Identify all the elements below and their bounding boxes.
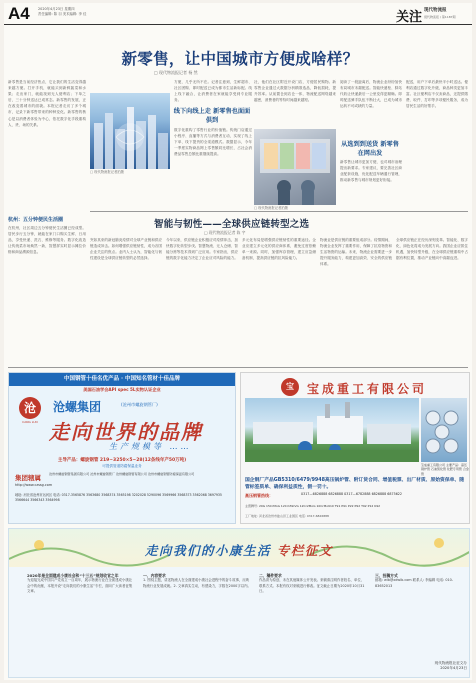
ad-baocheng-hotline: 高压钢管热线：: [245, 493, 273, 498]
essay-col1: [27, 573, 135, 673]
page-date: 2020年4月23日 星期四: [38, 7, 75, 11]
essay-col4: [375, 573, 465, 653]
ad-canglu-website[interactable]: http://www.czssg.com: [15, 483, 53, 487]
main-col2b: 数字化重构了零售行业的价值链。传统门店通过小程序、直播等方式与消费者互动，实现了线上下单、线下提货的全渠道模式。数据显示，今年一季度实物商品网上零售额同比增长，占社会消费品零售总额比重继续提高。: [174, 128, 252, 157]
second-col2: 今年以来，供应链企业积极应对疫情冲击，加快数字化转型步伐。智慧物流、无人仓储、智能分拣等技术得到广泛应用。专家指出，供应链的数字化能力决定了企业应对风险的能力。: [166, 238, 238, 261]
factory-photo: [245, 398, 419, 462]
essay-signature: [379, 661, 467, 671]
ad-baocheng-tel: 0317—6826888 6826888 0317—6782888 6826888 6875622: [301, 492, 402, 496]
paper-name: 现代物流报: [424, 8, 447, 13]
ad-canglu-group: 集团辖属: [15, 474, 41, 482]
essay-banner-head: [9, 529, 469, 567]
essay-col4-body[interactable]: 邮箱: wlb@xdwlb.com 联系人: 李编辑 电话: 010-83652013: [375, 578, 454, 588]
second-col4: 物流业是供应链的重要组成部分。疫情期间，物流企业发挥了重要作用，保障了抗疫物资和生活物资的运输。未来，物流企业需要进一步提升服务能力，构建更加高效、安全的供应链体系。: [320, 238, 392, 267]
baocheng-logo-icon: 宝: [281, 378, 299, 396]
page-number: A4: [8, 4, 30, 23]
essay-banner: [8, 528, 470, 678]
ad-canglu-topline: 中国钢管十佳名优产品 · 中国知名管材十佳品牌: [9, 373, 235, 386]
essay-sign-org: 现代物流报社征文办: [434, 661, 467, 665]
ad-canglu-contacts: 沧州市螺旋钢管集团有限公司 沧州市螺旋钢管厂 沧州螺旋钢管有限公司 沧州市螺旋钢管防腐保温有限公司: [49, 472, 195, 476]
essay-col2-body: 1. 围绕主题，讲述物流人在全面建成小康社会进程中的奋斗故事，反映物流行业发展成就。2. 文章真实生动，有感染力，字数在2000字以内。: [143, 578, 251, 588]
main-subhead-hangzhou: 杭州：五分钟便民生活圈: [8, 217, 64, 223]
essay-sign-date: 2020年4月23日: [440, 666, 467, 670]
page-meta: [38, 7, 128, 17]
ad-canglu-company: 沧螺集团: [53, 400, 102, 414]
store-photo: [254, 129, 336, 205]
main-headline: 新零售，让中国城市方便成啥样？: [121, 50, 359, 68]
canglu-logo-text: CANG LUO: [22, 420, 38, 424]
essay-col4-head: 三、投稿方式: [375, 573, 398, 578]
essay-col3-body: 作品须为原创，未在其他媒体公开发表。来稿请注明作者姓名、单位、联系方式。本报有权对来稿进行修改。征文截止日期为2020年10月31日。: [259, 578, 365, 594]
main-col1b: 在杭州，社区周边五分钟便民生活圈已经成型。居民步行五分钟，就能在家门口购买生鲜、日用品，享受快递、洗衣、维修等服务。数字化改造让传统菜市场焕然一新，智慧屏实时显示摊位价格和商品溯源信息。: [8, 226, 86, 255]
main-col5: 配送，用户下单后最快半小时送达。便利店通过数字化升级，商品种类更加丰富。社区便利店不仅卖商品，还提供缴费、取件、打印等多项便民服务，成为居民生活的好帮手。: [406, 80, 468, 109]
ad-canglu[interactable]: [8, 372, 236, 524]
city-photo: [90, 93, 170, 169]
canglu-logo-icon: 沧: [19, 397, 41, 419]
second-headline: 智能与韧性——全球供应链转型之选: [154, 219, 310, 230]
ad-canglu-slogan: 走向世界的品牌: [49, 420, 203, 444]
main-col2: 方便，几乎无所不在。记者注意到，生鲜超市、社区团购、即时配送已成为都市生活新标配。线上线下融合，让消费者在家就能享受到专业服务。: [174, 80, 252, 103]
ad-canglu-slogan2: 生产规模等 ……: [109, 442, 192, 451]
ad-baocheng-title: 宝成重工有限公司: [307, 382, 428, 396]
ad-baocheng-grades: 主营牌号: 20G 15CrMoG 12Cr1MoVG 12Cr2MoG 10CrMo910 T91 P91 P22 P92 T92 P12 K92: [245, 504, 381, 508]
main-byline: □ 现代物流报记者 杨 然: [154, 70, 198, 75]
essay-col1-head: 2020年是全面建成小康社会和“十三五”规划收官之年: [27, 573, 119, 578]
ad-canglu-company-sub: (沧州市螺旋钢管厂): [121, 402, 158, 407]
essay-col2-head: 一、内容要求: [143, 573, 166, 578]
second-col3: 多元化布局是增强供应链韧性的重要途径。企业应建立多元化的供应商体系，避免过度依赖单一来源。同时，加强库存管理，建立应急储备机制，提高供应链的抗风险能力。: [242, 238, 316, 261]
essay-col3-head: 二、稿件要求: [259, 573, 282, 578]
main-col4: 阅读了一段距离后，物流企业纷纷加快布局城市末端配送。智能快递柜、驿站代收让快递最后一公里变得更顺畅。即时配送骑手队伍不断壮大，已成为城市运转不可或缺的力量。: [340, 80, 402, 109]
ad-baocheng-info: 宝成重工有限公司 主要产品：高压锅炉管 石油裂化管 化肥专用管 合金管: [421, 463, 469, 476]
page-editors: 责任编辑: 陈 羽 美术编辑: 李 佳: [38, 12, 87, 16]
ad-baocheng-bottom: 工厂地址: 河北省沧州市盐山县工业园区 电话: 0317-6826888: [245, 514, 329, 518]
main-col3: 社，他们在社区附近开设门店，方便居民购物。新零售企业通过大数据分析精准选品，降低损耗，提升效率。从前置仓到店仓一体，物流配送网络越来越密，消费者的等待时间越来越短。: [254, 80, 336, 103]
second-col5: 全球供应链正在经历深刻变革。智能化、数字化、绿色化将成为发展方向。我国企业应抓住机遇，加快转型升级，在全球供应链重构中占据有利位置，推动产业链向中高端迈进。: [396, 238, 468, 261]
second-col1: 突如其来的新冠肺炎疫情对全球产业链和供应链造成冲击。如何增强供应链韧性，成为各国企业关注的焦点。业内人士认为，智能化与韧性建设是全球供应链转型的必然选择。: [90, 238, 162, 261]
essay-title-highlight: 专栏征文: [276, 543, 333, 558]
main-subhead-online: 线下向线上走 新零售也面面俱到: [173, 108, 251, 124]
paper-subline: 现代物流报 / 第1187期: [424, 15, 456, 19]
main-col2-top: [90, 79, 170, 91]
main-col1: 新零售是当前经济热点，它让我们的生活变得越来越方便。打开手机，就能买到新鲜蔬菜和水果；走出家门，就能找到无人便利店；下单之后，三十分钟送达已成常态。新零售的发展，正在改变着城市的面貌。本报记者走访了多个城市，记录下新零售带来的种种变化。新零售的核心是以消费者体验为中心，依托数字化手段重构人、货、场的关系。: [8, 80, 86, 127]
section-name: 关注: [396, 10, 423, 25]
essay-col2: [143, 573, 251, 673]
store-photo-caption: □ 现代物流报记者拍摄: [254, 206, 288, 210]
article-divider: [90, 211, 468, 212]
ad-canglu-address: 地址: 河北省沧州市运河区 电话: 0317-3565876 3563680 3568374 3565198 3202028 5290096 3569966 3568373 3562068 3697935 3566644 3566343 3564998: [15, 493, 222, 502]
ad-canglu-products2: 可提供管道防腐保温业务: [102, 464, 142, 468]
main-subhead-delivery: 从选到到送货 新零售在网出发: [341, 141, 399, 157]
essay-col3: [259, 573, 367, 673]
ad-baocheng-cert: 国企钢厂产品GB5310/6479/9948高压锅炉管、附订货合同、增值税票、出厂材质、原始资保单、随管标签质单、确保利益质性，假一罚十。: [245, 478, 465, 490]
main-col4b: 新零售让城市更加方便，也对城市治理提出新要求。专家建议，要完善社区商业配套设施，优化配送车辆通行管理，推动新零售与城市规划更好衔接。: [340, 160, 402, 183]
essay-title-main: 走向我们的小康生活: [145, 543, 272, 558]
second-byline: □ 现代物流报记者 陈 宇: [204, 230, 246, 235]
essay-col1-body: 为迎接完成中国共产党成立一百周年，展示物流行业在全面建成小康社会中的贡献，本报开设“走向我们的小康生活”专栏，面向广大读者征集文章。: [27, 578, 133, 594]
essay-banner-title: [99, 541, 379, 559]
ad-baocheng[interactable]: [240, 372, 470, 524]
pipe-photo: [421, 398, 467, 462]
newspaper-page: [4, 3, 472, 680]
ads-divider: [8, 367, 468, 368]
page-header: [4, 3, 472, 25]
ad-canglu-topline2: 美国石油学会API spec 5L实物认证企业: [83, 387, 161, 392]
city-photo-caption: □ 现代物流报记者拍摄: [90, 170, 124, 174]
ad-canglu-products: 主导产品：螺旋钢管 219~3250×5~28(12条线年产50万吨): [57, 458, 187, 463]
